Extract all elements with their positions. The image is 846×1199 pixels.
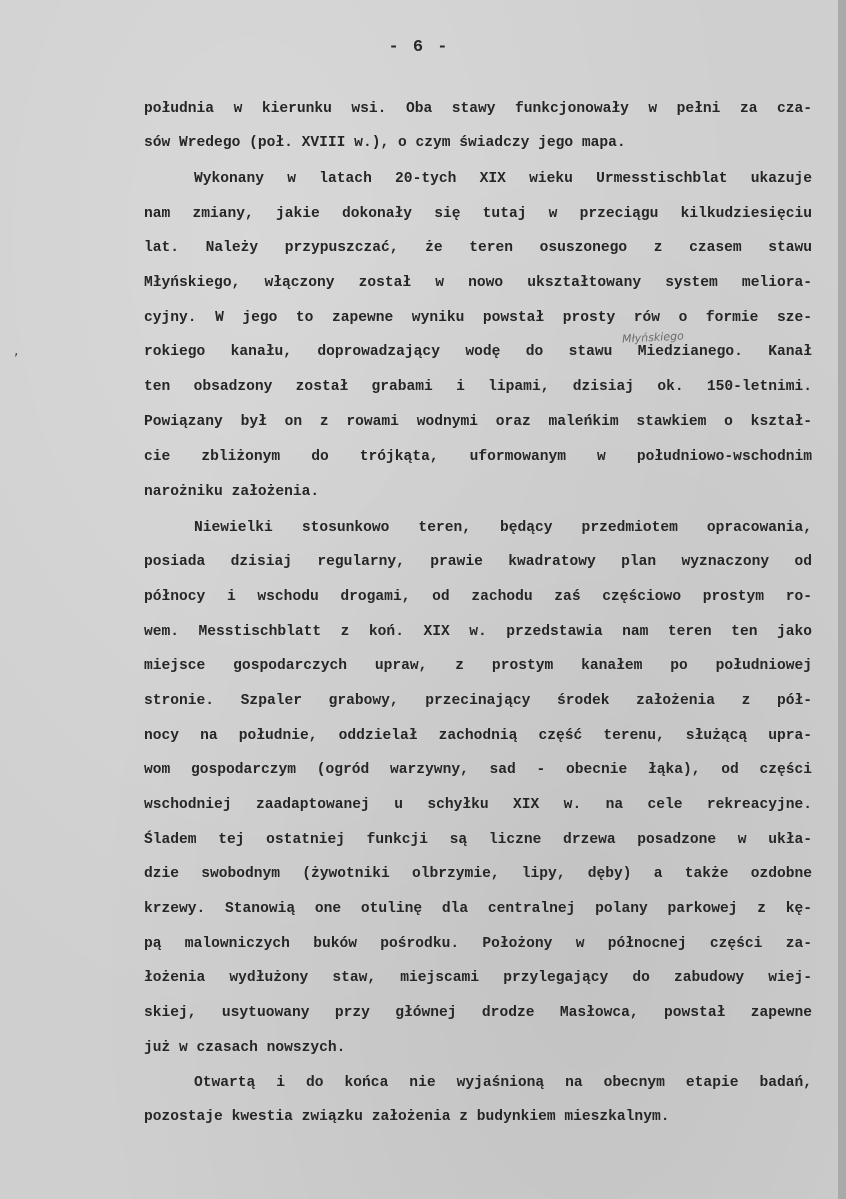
text-line: Powiązany był on z rowami wodnymi oraz maleńkim stawkiem o kształ- [144, 414, 812, 430]
text-line: Śladem tej ostatniej funkcji są liczne drzewa posadzone w ukła- [144, 832, 812, 848]
margin-mark: , [14, 343, 19, 359]
text-line: narożniku założenia. [144, 484, 320, 500]
page-edge [838, 0, 846, 1199]
text-line: wschodniej zaadaptowanej u schyłku XIX w. na cele rekreacyjne. [144, 797, 812, 813]
text-line: Wykonany w latach 20-tych XIX wieku Urmesstischblat ukazuje [194, 171, 812, 187]
text-line: dzie swobodnym (żywotniki olbrzymie, lipy, dęby) a także ozdobne [144, 866, 812, 882]
text-line: południa w kierunku wsi. Oba stawy funkcjonowały w pełni za cza- [144, 101, 812, 117]
text-line: posiada dzisiaj regularny, prawie kwadratowy plan wyznaczony od [144, 554, 812, 570]
text-line: miejsce gospodarczych upraw, z prostym kanałem po południowej [144, 658, 812, 674]
text-line: stronie. Szpaler grabowy, przecinający środek założenia z pół- [144, 693, 812, 709]
text-line: łożenia wydłużony staw, miejscami przylegający do zabudowy wiej- [144, 970, 812, 986]
text-line: cyjny. W jego to zapewne wyniku powstał prosty rów o formie sze- [144, 310, 812, 326]
text-line: Młyńskiego, włączony został w nowo ukształtowany system meliora- [144, 275, 812, 291]
handwritten-annotation: Młyńskiego [621, 329, 685, 346]
text-line: wom gospodarczym (ogród warzywny, sad - obecnie łąka), od części [144, 762, 812, 778]
text-line: cie zbliżonym do trójkąta, uformowanym w południowo-wschodnim [144, 449, 812, 465]
text-line: wem. Messtischblatt z koń. XIX w. przedstawia nam teren ten jako [144, 624, 812, 640]
text-line: pą malowniczych buków pośrodku. Położony w północnej części za- [144, 936, 812, 952]
text-line: Niewielki stosunkowo teren, będący przedmiotem opracowania, [194, 520, 812, 536]
text-line: sów Wredego (poł. XVIII w.), o czym świadczy jego mapa. [144, 135, 626, 151]
text-line: północy i wschodu drogami, od zachodu zaś częściowo prostym ro- [144, 589, 812, 605]
text-line: pozostaje kwestia związku założenia z budynkiem mieszkalnym. [144, 1109, 670, 1125]
text-line: nam zmiany, jakie dokonały się tutaj w przeciągu kilkudziesięciu [144, 206, 812, 222]
text-line: lat. Należy przypuszczać, że teren osuszonego z czasem stawu [144, 240, 812, 256]
text-line: już w czasach nowszych. [144, 1040, 346, 1056]
text-line: krzewy. Stanowią one otulinę dla centralnej polany parkowej z kę- [144, 901, 812, 917]
text-line: ten obsadzony został grabami i lipami, dzisiaj ok. 150-letnimi. [144, 379, 812, 395]
text-line: Otwartą i do końca nie wyjaśnioną na obecnym etapie badań, [194, 1075, 812, 1091]
page-number: - 6 - [388, 38, 450, 57]
text-line: nocy na południe, oddzielał zachodnią część terenu, służącą upra- [144, 728, 812, 744]
text-line: skiej, usytuowany przy głównej drodze Masłowca, powstał zapewne [144, 1005, 812, 1021]
text-line: rokiego kanału, doprowadzający wodę do stawu Miedzianego. Kanał [144, 344, 812, 360]
